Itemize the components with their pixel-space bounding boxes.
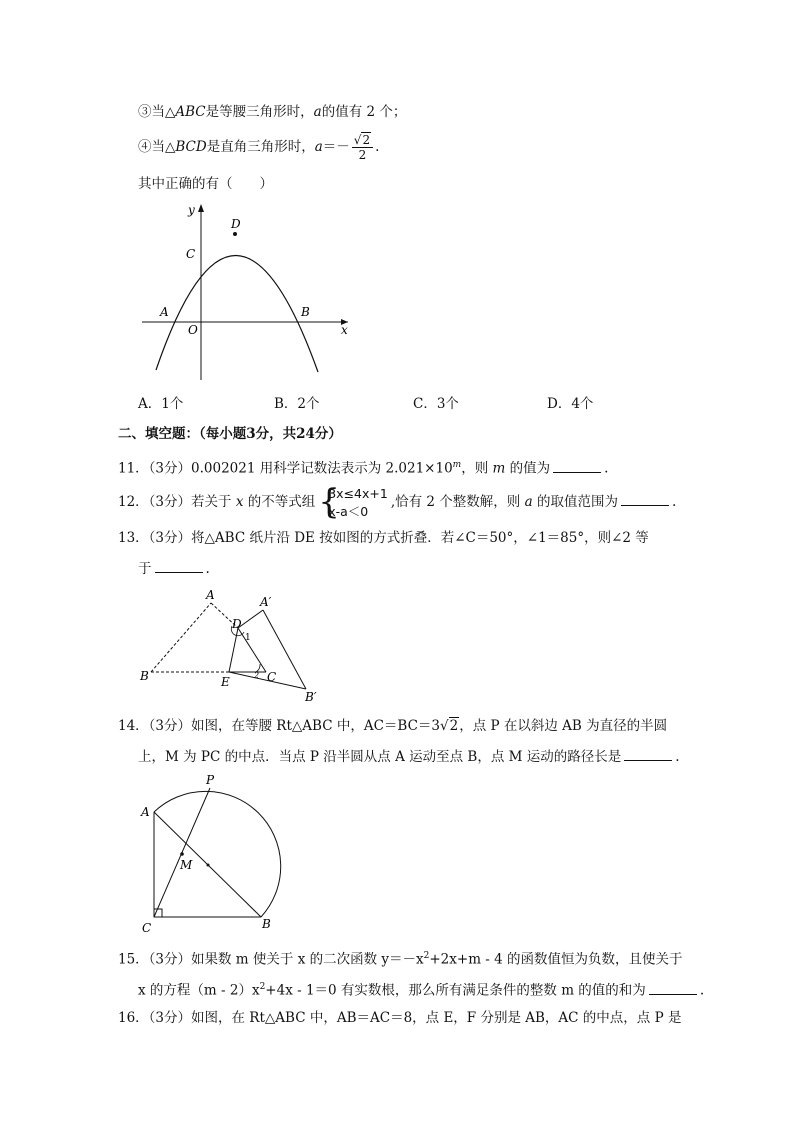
q10-item4: ④当△BCD是直角三角形时，a＝－ $\frac{√2}{2}$ .: [138, 133, 380, 162]
dashed-edge-ab: [151, 603, 211, 672]
q10-question: 其中正确的有（ ）: [138, 176, 273, 192]
label-C: C: [142, 921, 152, 935]
q15-line1: 15．（3分）如果数 m 使关于 x 的二次函数 $y=-x^2+2x+m - 4$ 的函数值恒为负数，且使关于: [118, 951, 683, 968]
label-O: O: [188, 323, 198, 337]
label-C: C: [186, 247, 196, 261]
answer-blank[interactable]: [553, 460, 601, 473]
label-y: y: [188, 203, 195, 217]
label-A: A: [141, 805, 150, 819]
label-B: B: [301, 305, 310, 319]
y-axis-arrow-icon: [198, 204, 204, 212]
label-B: B: [140, 669, 149, 683]
q13-line1: 13．（3分）将△ABC 纸片沿 DE 按如图的方式折叠．若∠C＝50°，∠1＝85°，则∠2 等: [118, 530, 649, 546]
answer-blank[interactable]: [624, 748, 672, 761]
inequality-system: { 3x≤4x+1 x-a＜0: [318, 481, 388, 522]
label-E: E: [221, 675, 230, 689]
option-a[interactable]: A．1个: [138, 396, 184, 412]
parabola-curve: [156, 255, 318, 372]
label-A-prime: A′: [260, 595, 272, 609]
label-A: A: [160, 305, 169, 319]
option-b[interactable]: B．2个: [274, 396, 320, 412]
option-c[interactable]: C．3个: [413, 396, 459, 412]
fraction-sqrt2-over-2: $\frac{√2}{2}$: [352, 133, 373, 162]
label-B-prime: B′: [305, 690, 317, 704]
label-2: 2: [254, 671, 260, 680]
semicircle-arc: [154, 791, 281, 917]
option-d[interactable]: D．4个: [547, 396, 594, 412]
q12: 12．（3分）若关于 x 的不等式组 { 3x≤4x+1 x-a＜0 ,恰有 2 个整数解，则 a 的取值范围为 .: [118, 481, 677, 522]
label-C: C: [267, 670, 277, 684]
label-D: D: [232, 617, 242, 631]
q10-item3: ③当△ABC是等腰三角形时，a的值有 2 个；: [138, 104, 407, 120]
label-B: B: [262, 917, 271, 931]
q14-line1: 14．（3分）如图，在等腰 Rt△ABC 中，AC＝BC＝3√2，点 P 在以斜边 AB 为直径的半圆: [118, 718, 668, 734]
q11: 11．（3分）0.002021 用科学记数法表示为 $2.021\times 10^m$，则 m 的值为 .: [118, 460, 609, 477]
center-point: [207, 864, 210, 867]
label-A: A: [206, 588, 215, 602]
vertex-point: [233, 232, 237, 236]
edge-da2: [238, 610, 263, 628]
edge-de: [229, 628, 238, 672]
answer-blank[interactable]: [155, 560, 203, 573]
fold-triangle-figure: [138, 588, 338, 708]
answer-blank[interactable]: [649, 982, 697, 995]
section-title: 二、填空题：（每小题3分，共24分）: [118, 426, 342, 442]
label-D: D: [231, 217, 241, 231]
label-P: P: [206, 773, 215, 787]
q16-line1: 16．（3分）如图，在 Rt△ABC 中，AB＝AC＝8，点 E，F 分别是 AB，AC 的中点，点 P 是: [118, 1010, 682, 1026]
label-x: x: [341, 323, 348, 337]
q14-line2: 上，M 为 PC 的中点．当点 P 沿半圆从点 A 运动至点 B，点 M 运动的路径长是 .: [138, 749, 680, 765]
parabola-figure: [138, 200, 358, 390]
q13-line2: 于 .: [138, 561, 210, 577]
label-1: 1: [245, 633, 251, 643]
point-m: [180, 852, 184, 856]
answer-blank[interactable]: [621, 493, 669, 506]
q15-line2: x 的方程$(m - 2)x^2+4x - 1=0$ 有实数根，那么所有满足条件的整数 m 的值的和为 .: [138, 982, 705, 999]
semicircle-figure: [138, 772, 298, 942]
label-M: M: [180, 858, 193, 872]
